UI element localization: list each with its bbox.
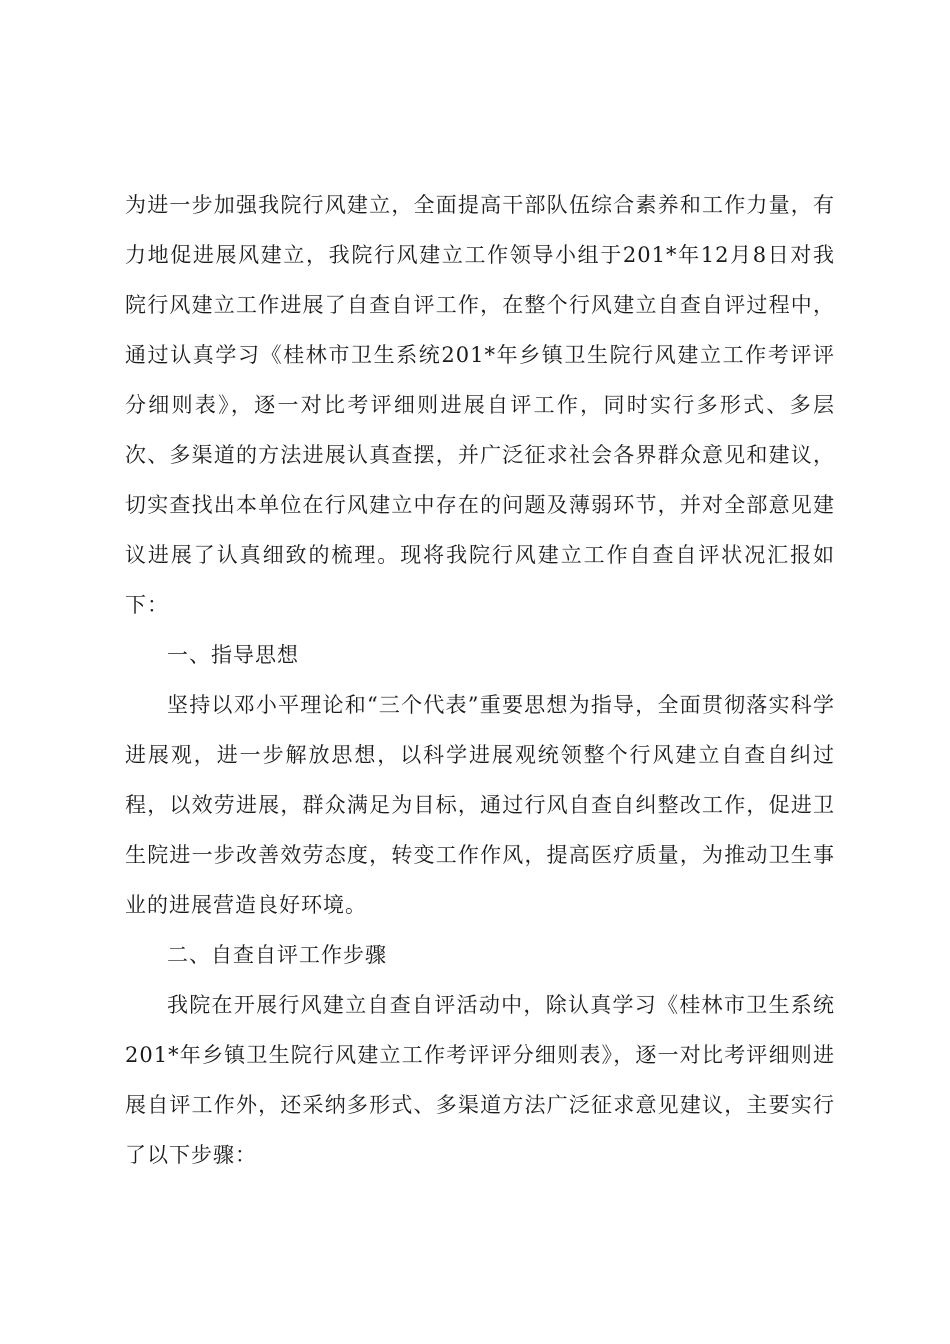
work-steps-paragraph: 我院在开展行风建立自查自评活动中，除认真学习《桂林市卫生系统201*年乡镇卫生院行风建立工作考评评分细则表》，逐一对比考评细则进展自评工作外，还采纳多形式、多渠道方法广泛征求意见建议，主要实行了以下步骤：: [125, 993, 835, 1167]
intro-paragraph: 为进一步加强我院行风建立，全面提高干部队伍综合素养和工作力量，有力地促进展风建立，我院行风建立工作领导小组于201*年12月8日对我院行风建立工作进展了自查自评工作，在整个行风建立自查自评过程中，通过认真学习《桂林市卫生系统201*年乡镇卫生院行风建立工作考评评分细则表》，逐一对比考评细则进展自评工作，同时实行多形式、多层次、多渠道的方法进展认真查摆，并广泛征求社会各界群众意见和建议，切实查找出本单位在行风建立中存在的问题及薄弱环节，并对全部意见建议进展了认真细致的梳理。现将我院行风建立工作自查自评状况汇报如下：: [125, 193, 835, 617]
guiding-ideology-paragraph: 坚持以邓小平理论和“三个代表”重要思想为指导，全面贯彻落实科学进展观，进一步解放思想，以科学进展观统领整个行风建立自查自纠过程，以效劳进展，群众满足为目标，通过行风自查自纠整改工作，促进卫生院进一步改善效劳态度，转变工作作风，提高医疗质量，为推动卫生事业的进展营造良好环境。: [125, 693, 835, 917]
document-body: [125, 180, 835, 1180]
section-heading-guiding-ideology: 一、指导思想: [167, 643, 299, 667]
section-heading-work-steps: 二、自查自评工作步骤: [167, 943, 387, 967]
